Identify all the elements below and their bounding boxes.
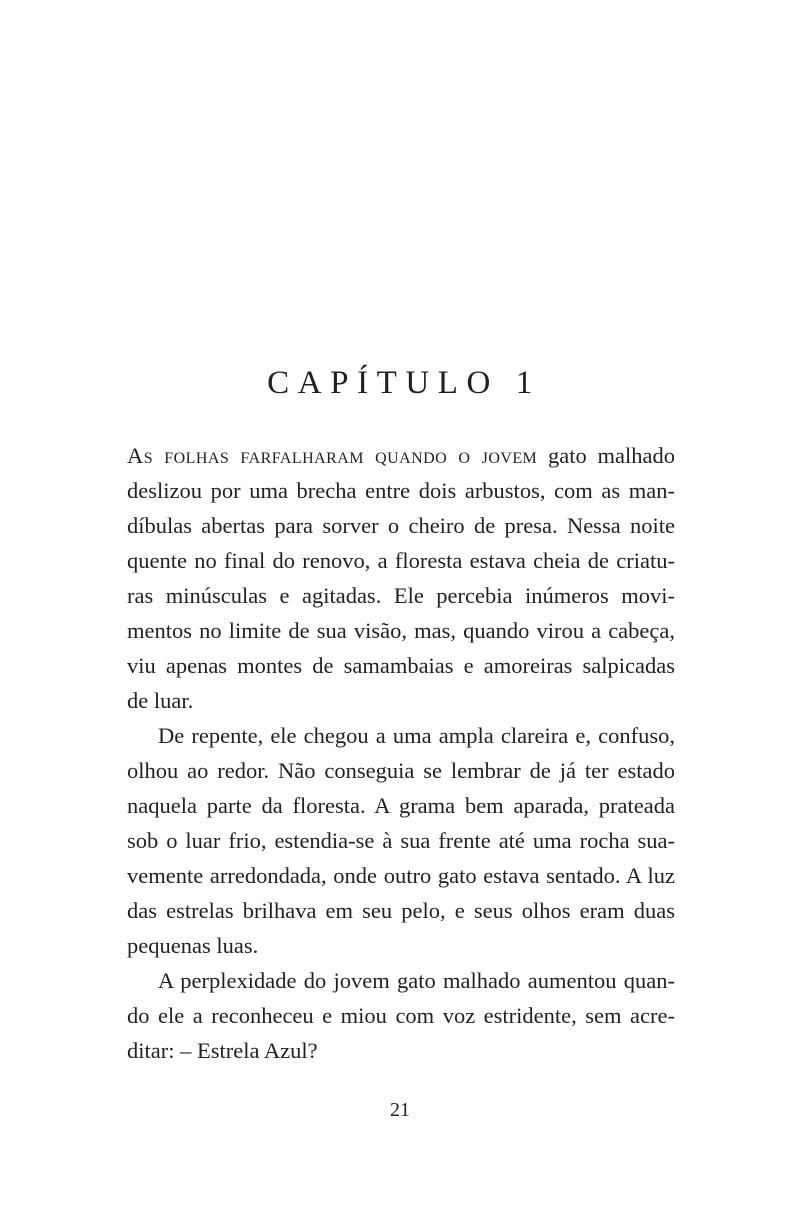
text-line: ditar: – Estrela Azul? (127, 1038, 318, 1063)
text-line (127, 438, 675, 473)
text-line: olhou ao redor. Não conseguia se lembrar de já ter estado (127, 758, 675, 783)
text-line: De repente, ele chegou a uma ampla clareira e, confuso, (158, 723, 675, 748)
text-line: mentos no limite de sua visão, mas, quando virou a cabeça, (127, 618, 675, 643)
page-number: 21 (390, 1099, 410, 1121)
text-line: vemente arredondada, onde outro gato estava sentado. A luz (127, 863, 675, 888)
chapter-title: CAPÍTULO 1 (267, 365, 541, 401)
text-line: das estrelas brilhava em seu pelo, e seus olhos eram duas (127, 898, 675, 923)
text-line: ras minúsculas e agitadas. Ele percebia inúmeros movi- (127, 583, 675, 608)
text-line: do ele a reconheceu e miou com voz estridente, sem acre- (127, 1003, 675, 1028)
text-line: viu apenas montes de samambaias e amoreiras salpicadas (127, 653, 675, 678)
lead-in-small-caps: As folhas farfalharam quando o jovem (127, 443, 538, 468)
text-line: deslizou por uma brecha entre dois arbustos, com as man- (127, 478, 675, 503)
text-line: sob o luar frio, estendia-se à sua frente até uma rocha sua- (127, 828, 675, 853)
body-text (127, 438, 675, 1068)
text-line: pequenas luas. (127, 933, 259, 958)
paragraph-2 (127, 718, 675, 963)
text-line: naquela parte da floresta. A grama bem aparada, prateada (127, 793, 675, 818)
text-line-rest: gato malhado (537, 443, 676, 468)
text-line: A perplexidade do jovem gato malhado aumentou quan- (158, 968, 675, 993)
text-line: díbulas abertas para sorver o cheiro de presa. Nessa noite (127, 513, 675, 538)
paragraph-3 (127, 963, 675, 1068)
text-line: de luar. (127, 688, 194, 713)
text-line: quente no final do renovo, a floresta estava cheia de criatu- (127, 548, 675, 573)
paragraph-1 (127, 438, 675, 718)
